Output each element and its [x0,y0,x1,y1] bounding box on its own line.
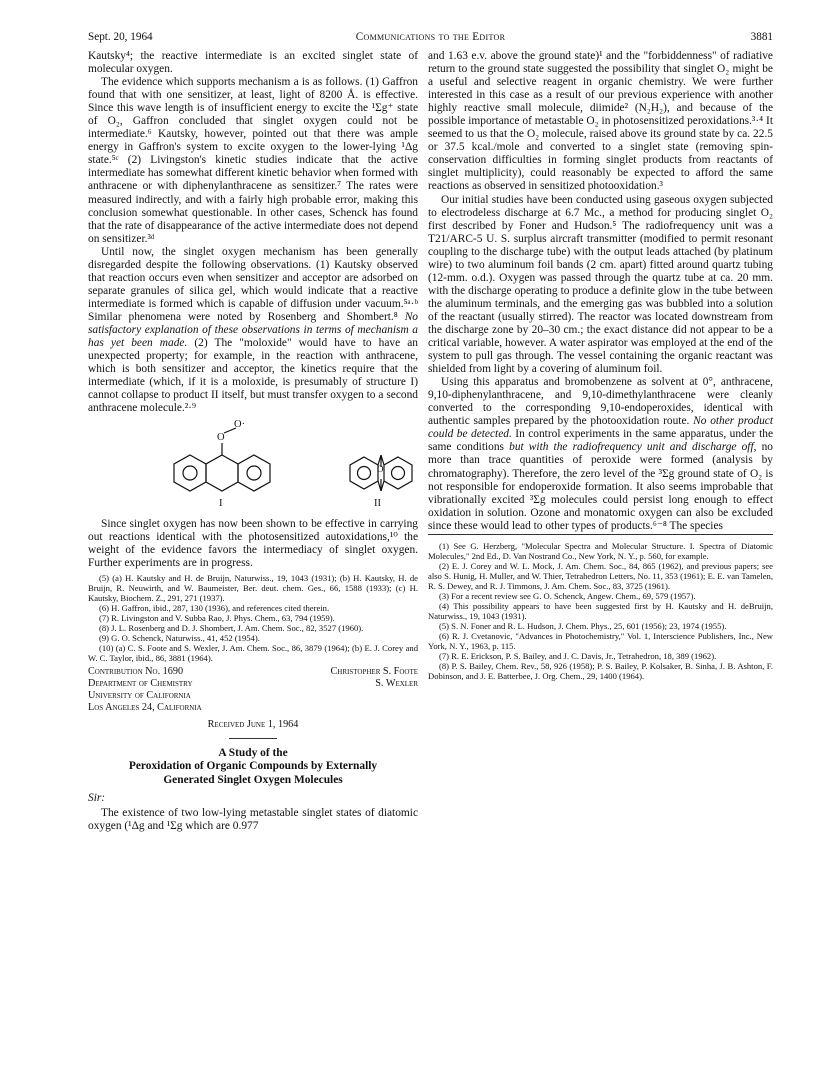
footnote: (10) (a) C. S. Foote and S. Wexler, J. Am. Chem. Soc., 86, 3879 (1964); (b) E. J. Corey and W. C. Taylor, ibid., 86, 3881 (1964). [88,642,418,663]
structure-label-i: I [219,498,223,510]
affiliation-line: Contribution No. 1690 [88,665,184,677]
footnote: (4) This possibility appears to have been suggested first by H. Kautsky and H. deBruijn, Naturwiss., 19, 1043 (1931). [428,601,773,622]
title-line: Generated Singlet Oxygen Molecules [163,773,343,786]
header-page-number: 3881 [750,31,773,43]
footnote: (7) R. E. Erickson, P. S. Bailey, and J. C. Davis, Jr., Tetrahedron, 18, 389 (1962). [439,651,717,662]
chemical-structures [88,419,418,512]
article-title [88,747,418,788]
footnote: (7) R. Livingston and V. Subba Rao, J. Phys. Chem., 63, 794 (1959). [99,612,335,623]
footnote: (6) R. J. Cvetanovic, "Advances in Photochemistry," Vol. 1, Interscience Publishers, Inc., New York, N. Y., 1963, p. 115. [428,631,773,652]
affiliation-line: Los Angeles 24, California [88,701,202,713]
paragraph: Kautsky⁴; the reactive intermediate is an excited singlet state of molecular oxygen. [88,50,418,76]
footnotes-left [88,573,418,663]
emphasis-text: but with the radiofrequency unit and discharge off, [509,441,757,454]
footnote: (2) E. J. Corey and W. L. Mock, J. Am. Chem. Soc., 84, 865 (1962), and previous papers; see also S. Hunig, H. Muller, and W. Thier, Tetrahedron Letters, No. 11, 353 (1961); E. E. van Tamelen, R. S. Dewey, and R. J. Timmons, J. Am. Chem. Soc., 83, 3725 (1961). [428,560,773,591]
structure-atom-label: O· [234,419,246,431]
salutation: Sir: [88,792,106,805]
author-name: S. Wexler [375,677,418,689]
structure-atom-label: O [217,432,225,444]
left-column [88,50,418,834]
paragraph: The existence of two low-lying metastable singlet states of diatomic oxygen (¹Δg and ¹Σg which are 0.977 [88,807,418,833]
section-divider [229,738,277,739]
structure-figure [88,419,418,512]
emphasis-text: No other product could be detected. [428,415,774,441]
paragraph: Our initial studies have been conducted using gaseous oxygen subjected to electrodeless discharge at 6.7 Mc., a method for producing singlet O₂ first described by Foner and Hudson.⁵ The radiofrequency unit was a T21/ARC-5 U. S. surplus aircraft transmitter (modified to permit resonant coupling to the discharge tube) with the output leads attached (by platinum wire) to two aluminum foil bands (2 cm. apart) fitted around quartz tubing (12-mm. o.d.). Oxygen was passed through the quartz tube at ca. 20 mm. with the discharge operating to produce a definite glow in the tube between the aluminum terminals, and the emerging gas was bubbled into a solution of the reactant (usually stirred). The reactor was located downstream from the discharge zone by 20–30 cm.; the exact distance did not appear to be a critical variable, however. A water aspirator was employed at the end of the system to pull gas through. The vessel containing the organic reactant was shielded from light by a covering of aluminum foil. [428,193,773,376]
footnote: (5) S. N. Foner and R. L. Hudson, J. Chem. Phys., 25, 601 (1956); 23, 1974 (1955). [439,621,727,632]
paragraph [428,376,773,533]
footnote: (8) J. L. Rosenberg and D. J. Shombert, J. Am. Chem. Soc., 82, 3527 (1960). [99,622,364,633]
text-run: (2) The "moloxide" would have to have an unexpected property; for example, in the reaction with anthracene, which is both sensitizer and acceptor, the kinetics require that the intermediate (which, if it is a moloxide, is presumably of structure I) cannot collapse to product II itself, but must transfer oxygen to a second anthracene molecule.²·⁹ [88,337,419,415]
affiliation-line: University of California [88,689,191,701]
affiliation-line: Department of Chemistry [88,677,193,689]
text-run: Using this apparatus and bromobenzene as solvent at 0°, anthracene, 9,10-diphenylanthracene, and 9,10-dimethylanthracene were cleanly converted to the corresponding 9,10-endoperoxides, identical with authentic samples prepared by the photooxidation route. [428,376,773,428]
structure-label-ii: II [374,498,381,510]
text-run: In control experiments in the same apparatus, under the same conditions [428,428,773,454]
title-line: Peroxidation of Organic Compounds by Externally [128,760,378,773]
header-date: Sept. 20, 1964 [88,31,153,43]
footnote: (6) H. Gaffron, ibid., 287, 130 (1936), and references cited therein. [99,602,330,613]
title-line: A Study of the [218,746,288,759]
paragraph [88,246,418,416]
emphasis-text: No satisfactory explanation of these observations in terms of mechanism a has yet been made. [88,310,418,350]
author-name: Christopher S. Foote [330,665,418,677]
paragraph: Since singlet oxygen has now been shown to be effective in carrying out reactions identical with the photosensitized autoxidations,¹⁰ the weight of the evidence favors the intermediacy of singlet oxygen. Further experiments are in progress. [88,518,418,570]
footnote: (9) G. O. Schenck, Naturwiss., 41, 452 (1954). [99,632,260,643]
header-journal-section: Communications to the Editor [355,31,506,43]
paragraph: The evidence which supports mechanism a is as follows. (1) Gaffron found that with one sensitizer, at least, light of 8200 Å. is effective. Since this wave length is of insufficient energy to excite the ¹Σg⁺ state of O₂, Gaffron concluded that singlet oxygen could not be intermediate.⁶ Kautsky, however, pointed out that there was ample energy in Gaffron's system to excite oxygen to the lower-lying ¹Δg state.⁵ᶜ (2) Livingston's kinetic studies indicate that the active intermediate has somewhat different kinetic behavior when formed with anthracene or with diphenylanthracene as sensitizer.⁷ The rates were measured indirectly, and with a fairly high probable error, making this conclusion somewhat questionable. In other cases, Schenck has found that the rate of disappearance of the active intermediate does not depend on sensitizer.³ᵈ [88,76,418,245]
page-header [88,31,773,47]
author-affiliation [88,666,418,717]
footnote: (5) (a) H. Kautsky and H. de Bruijn, Naturwiss., 19, 1043 (1931); (b) H. Kautsky, H. de Bruijn, R. Neuwirth, and W. Baumeister, Ber. deut. chem. Ges., 66, 1588 (1933); (c) H. Kautsky, Biochem. Z., 291, 271 (1937). [88,572,418,603]
text-run: Until now, the singlet oxygen mechanism has been generally disregarded despite the following observations. (1) Kautsky observed that reaction occurs even when sensitizer and acceptor are adsorbed on separate granules of silica gel, which would indicate that a reactive intermediate is formed which is capable of diffusion under vacuum.⁵ᵃ·ᵇ Similar phenomena were noted by Rosenberg and Shombert.⁸ [88,245,418,323]
footnote: (3) For a recent review see G. O. Schenck, Angew. Chem., 69, 579 (1957). [439,590,696,601]
text-run: no more than trace quantities of peroxide were formed (analysis by chromatography). Therefore, the zero level of the ³Σg ground state of O₂ is not responsible for endoperoxide formation. It also seems improbable that vibrationally excited ³Σg molecules could persist long enough to effect oxidation in solution. Ozone and monatomic oxygen can also be excluded since these would lead to other types of products.⁶⁻⁸ The species [428,441,773,532]
paragraph: and 1.63 e.v. above the ground state)¹ and the "forbiddenness" of radiative return to the ground state suggested the possibility that singlet O₂ might be a useful and selective reagent in organic chemistry. We were further interested in this case as a result of our previous experience with another highly reactive small molecule, diimide² (N₂H₂), and because of the possible importance of metastable O₂ in photosensitized peroxidations.³·⁴ It seemed to us that the O₂ molecule, raised above its ground state by ca. 22.5 or 37.5 kcal./mole and converted to a singlet state (removing spin-conservation difficulties in forming singlet products from reactants of singlet multiplicity), could reasonably be expected to afford the same reactions as observed in sensitized photooxidation.³ [428,50,773,193]
footnote: (1) See G. Herzberg, "Molecular Spectra and Molecular Structure. I. Spectra of Diatomic Molecules," 2nd Ed., D. Van Nostrand Co., New York, N. Y., p. 560, for example. [428,540,773,561]
structure-atom-label: O [377,464,384,475]
right-column [428,50,773,681]
received-date: Received June 1, 1964 [207,718,299,730]
footnote: (8) P. S. Bailey, Chem. Rev., 58, 926 (1958); P. S. Bailey, P. Kolsaker, B. Sinha, J. B. Ashton, F. Dobinson, and J. E. Batterbee, J. Org. Chem., 29, 1400 (1964). [428,661,773,682]
footnotes-right [428,534,773,682]
